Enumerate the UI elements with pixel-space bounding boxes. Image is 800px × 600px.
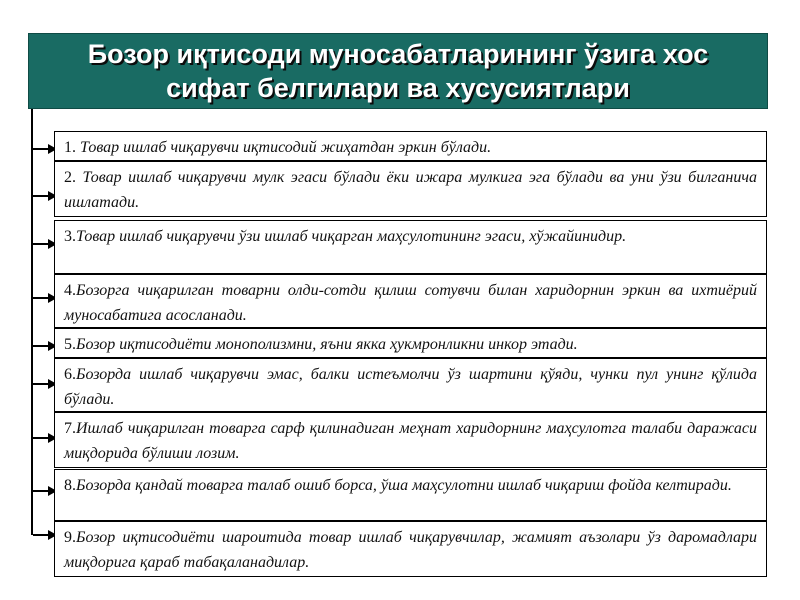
- item-box-9: [54, 521, 767, 577]
- item-number: 2.: [64, 169, 83, 186]
- diagram-title: [28, 33, 768, 109]
- item-text: Бозор иқтисодиёти шароитида товар ишлаб чиқарувчилар, жамият аъзолари ўз даромадлари миқдорига қараб табақаланадилар.: [64, 529, 757, 571]
- item-text: Товар ишлаб чиқарувчи мулк эгаси бўлади ёки ижара мулкига эга бўлади ва уни ўзи билганича ишлатади.: [64, 169, 757, 211]
- item-box-8: [54, 469, 767, 521]
- item-number: 8.: [64, 477, 76, 494]
- item-number: 3.: [64, 228, 76, 245]
- item-text: Бозорда қандай товарга талаб ошиб борса, ўша маҳсулотни ишлаб чиқариш фойда келтиради.: [76, 477, 732, 494]
- item-text: Товар ишлаб чиқарувчи иқтисодий жиҳатдан эркин бўлади.: [80, 139, 492, 156]
- item-number: 7.: [64, 420, 76, 437]
- arrow-2: [33, 195, 49, 197]
- arrow-5: [33, 345, 49, 347]
- item-box-1: [54, 131, 767, 161]
- arrow-9: [33, 534, 49, 536]
- item-box-5: [54, 328, 767, 358]
- item-number: 9.: [64, 529, 76, 546]
- arrow-4: [33, 297, 49, 299]
- title-line-1: Бозор иқтисоди муносабатларининг ўзига хос: [87, 39, 709, 69]
- item-number: 4.: [64, 282, 76, 299]
- arrow-3: [33, 243, 49, 245]
- arrow-7: [33, 437, 49, 439]
- item-number: 6.: [64, 366, 76, 383]
- item-text: Ишлаб чиқарилган товарга сарф қилинадиган меҳнат харидорнинг маҳсулотга талаби даражаси миқдорида бўлиши лозим.: [64, 420, 757, 462]
- item-number: 5.: [64, 336, 76, 353]
- item-box-6: [54, 358, 767, 412]
- item-box-2: [54, 161, 767, 217]
- item-text: Бозорда ишлаб чиқарувчи эмас, балки истеъмолчи ўз шартини қўяди, чунки пул унинг қўлида бўлади.: [64, 366, 757, 408]
- item-text: Бозор иқтисодиёти монополизмни, яъни якка ҳукмронликни инкор этади.: [76, 336, 578, 353]
- item-box-7: [54, 412, 767, 468]
- item-number: 1.: [64, 139, 80, 156]
- arrow-6: [33, 383, 49, 385]
- title-line-2: сифат белгилари ва хусусиятлари: [166, 73, 630, 103]
- arrow-1: [33, 148, 49, 150]
- connector-spine: [31, 109, 33, 535]
- arrow-8: [33, 490, 49, 492]
- item-box-3: [54, 220, 767, 274]
- item-text: Бозорга чиқарилган товарни олди-сотди қилиш сотувчи билан харидорнин эркин ва ихтиёрий муносабатига асосланади.: [64, 282, 757, 324]
- item-box-4: [54, 274, 767, 328]
- item-text: Товар ишлаб чиқарувчи ўзи ишлаб чиқарган маҳсулотининг эгаси, хўжайинидир.: [76, 228, 627, 245]
